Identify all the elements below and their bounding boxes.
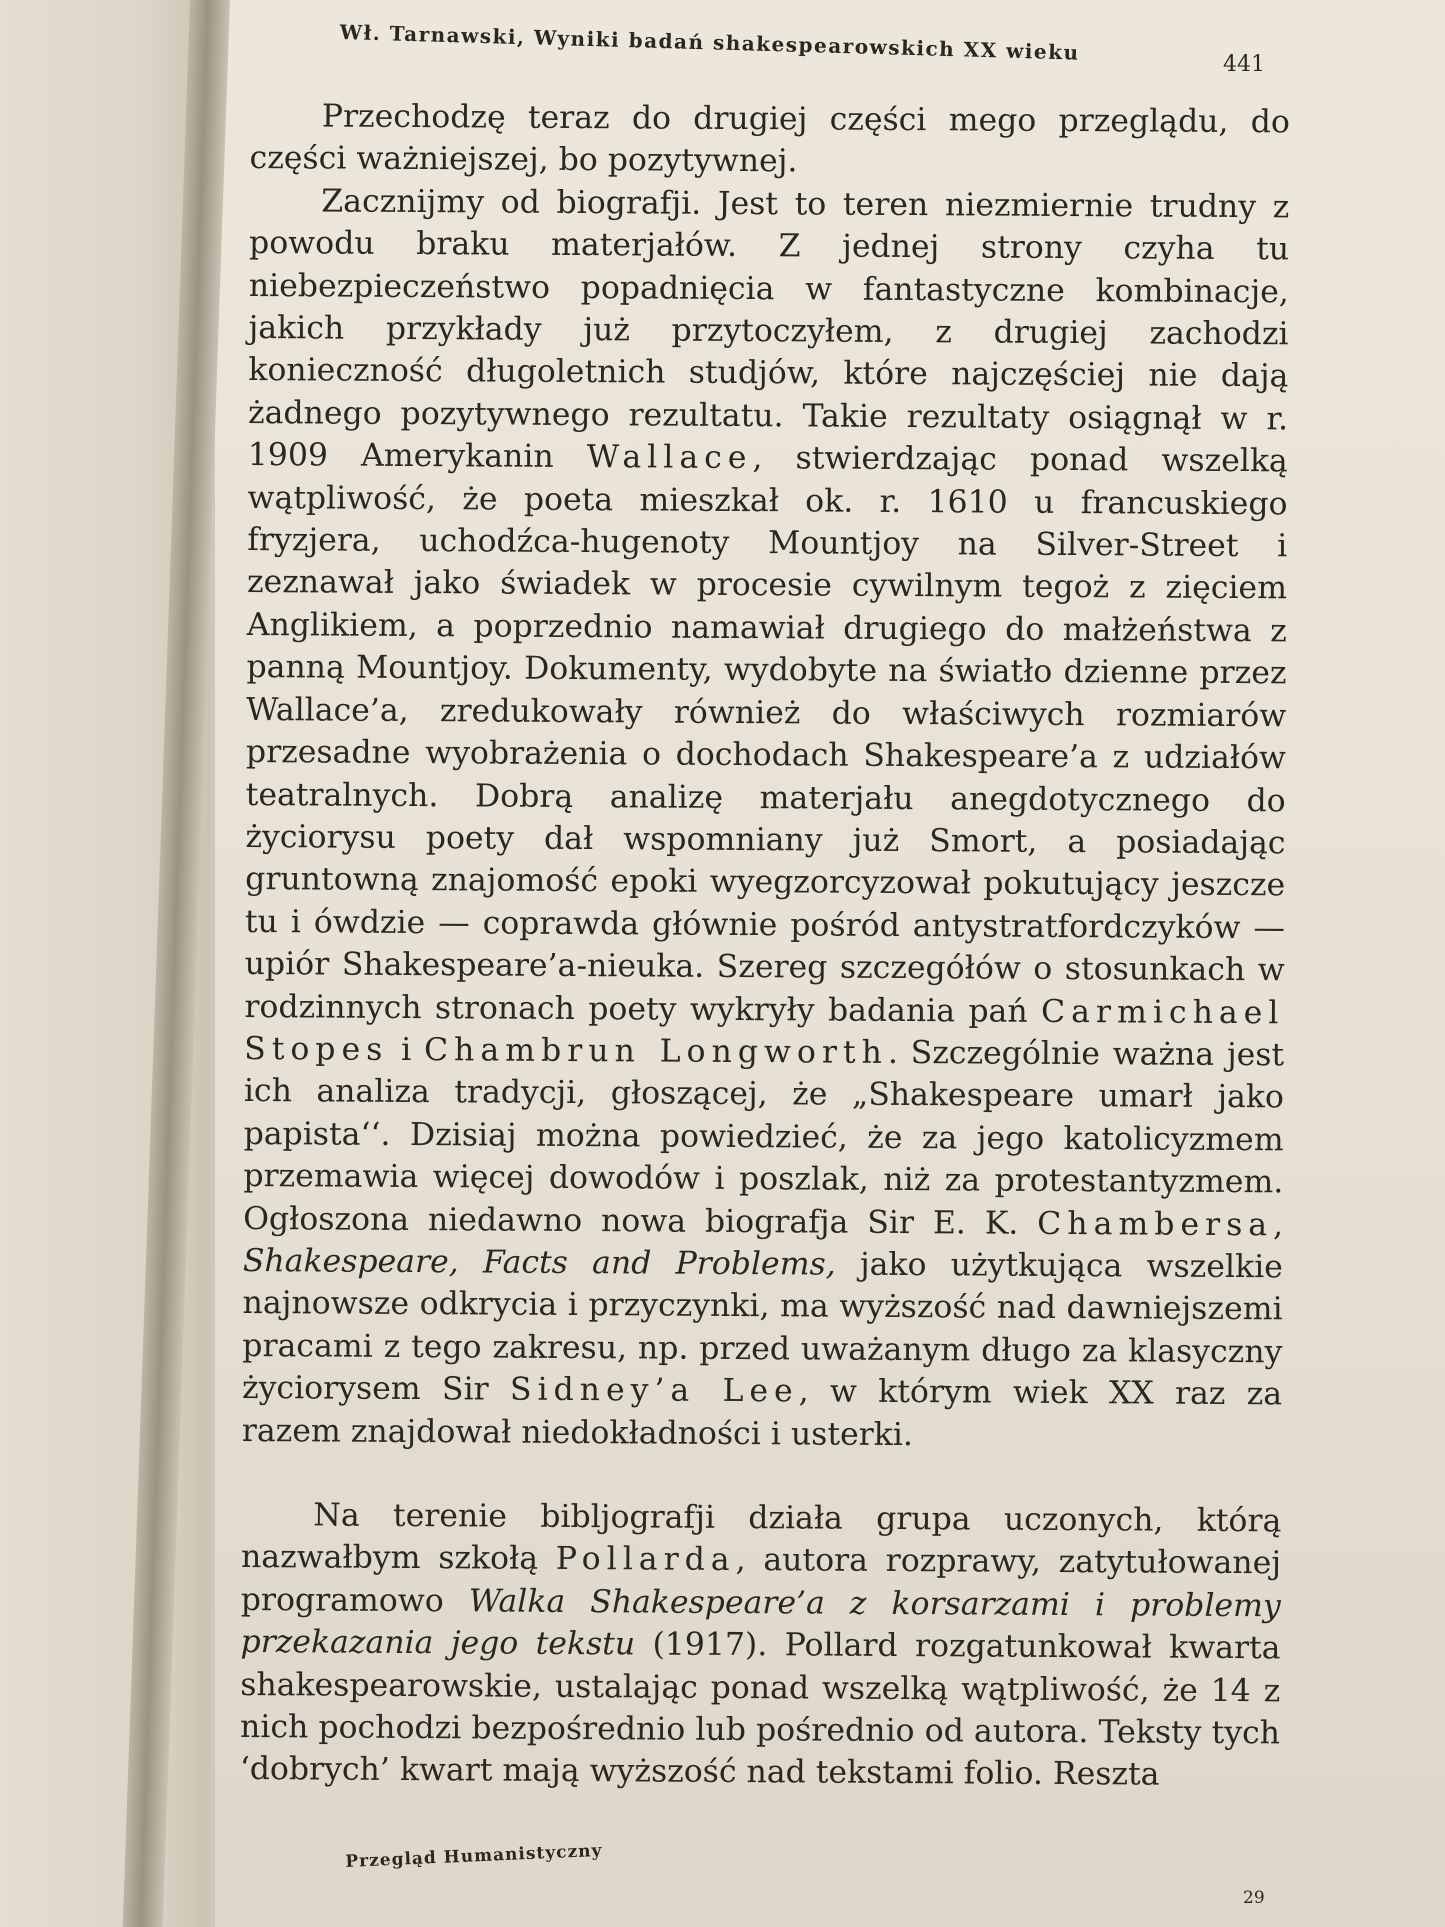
text-run: Na terenie bibljografji działa grupa uczonych, którą nazwałbym szkołą [240, 1497, 1282, 1578]
body-text [240, 95, 1290, 1797]
text-run: Zacznijmy od biografji. Jest to teren niezmiernie trudny z powodu braku materjałów. Z jednej strony czyha tu niebezpieczeństwo popadnięcia w fantastyczne kombinacje, jakich przykłady już przytoczyłem, z drugiej zachodzi konieczność długoletnich studjów, które najczęściej nie dają żadnego pozytywnego rezultatu. Takie rezultaty osiągnął w r. 1909 Amerykanin [247, 183, 1290, 476]
text-run: , [1272, 1206, 1284, 1243]
journal-footer: Przegląd Humanistyczny [345, 1840, 603, 1872]
paragraph-bibliography [240, 1494, 1282, 1797]
author-name-pollard: Pollarda [555, 1541, 736, 1579]
text-run: i [388, 1031, 425, 1069]
paragraph-intro: Przechodzę teraz do drugiej części mego przeglądu, do części ważniejszej, bo pozytywnej. [249, 98, 1290, 180]
printer-signature: 29 [1243, 1888, 1265, 1908]
author-name-sidney-lee: Sidney’a Lee [509, 1371, 799, 1410]
text-run: , w którym wiek XX raz za razem znajdował niedokładności i usterki. [241, 1373, 1283, 1453]
author-name-carmichael-stopes: Carmichael Stopes [244, 993, 1285, 1068]
author-name-wallace: Wallace [586, 439, 753, 477]
text-run: , autora rozprawy, zatytułowanej programowo [240, 1542, 1282, 1620]
page-content [239, 0, 1295, 1927]
text-run: , stwierdzając ponad wszelką wątpliwość, że poeta mieszkał ok. r. 1610 u francuskiego fryzjera, uchodźca-hugenoty Mountjoy na Silver-Street i zeznawał jako świadek w procesie cywilnym tegoż z zięciem Anglikiem, a poprzednio namawiał drugiego do małżeństwa z panną Mountjoy. Dokumenty, wydobyte na światło dzienne przez Wallace’a, zredukowały również do właściwych rozmiarów przesadne wyobrażenia o dochodach Shakespeare’a z udziałów teatralnych. Dobrą analizę materjału anegdotycznego do życiorysu poety dał wspomniany już Smort, a posiadając gruntowną znajomość epoki wyegzorcyzował pokutujący jeszcze tu i ówdzie — coprawda głównie pośród antystratfordczyków — upiór Shakespeare’a-nieuka. Szereg szczegółów o stosunkach w rodzinnych stronach poety wykryły badania pań [244, 440, 1288, 1030]
book-title: Shakespeare, Facts and Problems, [242, 1242, 836, 1283]
text-run: (1917). Pollard rozgatunkował kwarta shakespearowskie, ustalając ponad wszelką wątpliwość, że 14 z nich pochodzi bezpośrednio lub pośrednio od autora. Teksty tych ‘dobrych’ kwart mają wyższość nad tekstami folio. Reszta [239, 1626, 1281, 1794]
page-number: 441 [1223, 52, 1265, 77]
text-run: jako użytkująca wszelkie najnowsze odkrycia i przyczynki, ma wyższość nad dawniejszemi pracami z tego zakresu, np. przed uważanym długo za klasyczny życiorysem Sir [241, 1246, 1283, 1408]
author-name-chambrun-longworth: Chambrun Longworth [423, 1032, 889, 1071]
paragraph-biography [242, 180, 1290, 1459]
text-run: . Szczególnie ważna jest ich analiza tradycji, głoszącej, że „Shakespeare umarł jako papista‘‘. Dzisiaj można powiedzieć, że za jego katolicyzmem przemawia więcej dowodów i poszlak, niż za protestantyzmem. Ogłoszona niedawno nowa biografja Sir E. K. [243, 1034, 1285, 1242]
book-title: Walka Shakespeare’a z korsarzami i problemy przekazania jego tekstu [240, 1583, 1281, 1663]
author-name-chambers: Chambersa [1037, 1205, 1274, 1243]
running-head: Wł. Tarnawski, Wyniki badań shakespearowskich XX wieku [339, 20, 1080, 65]
